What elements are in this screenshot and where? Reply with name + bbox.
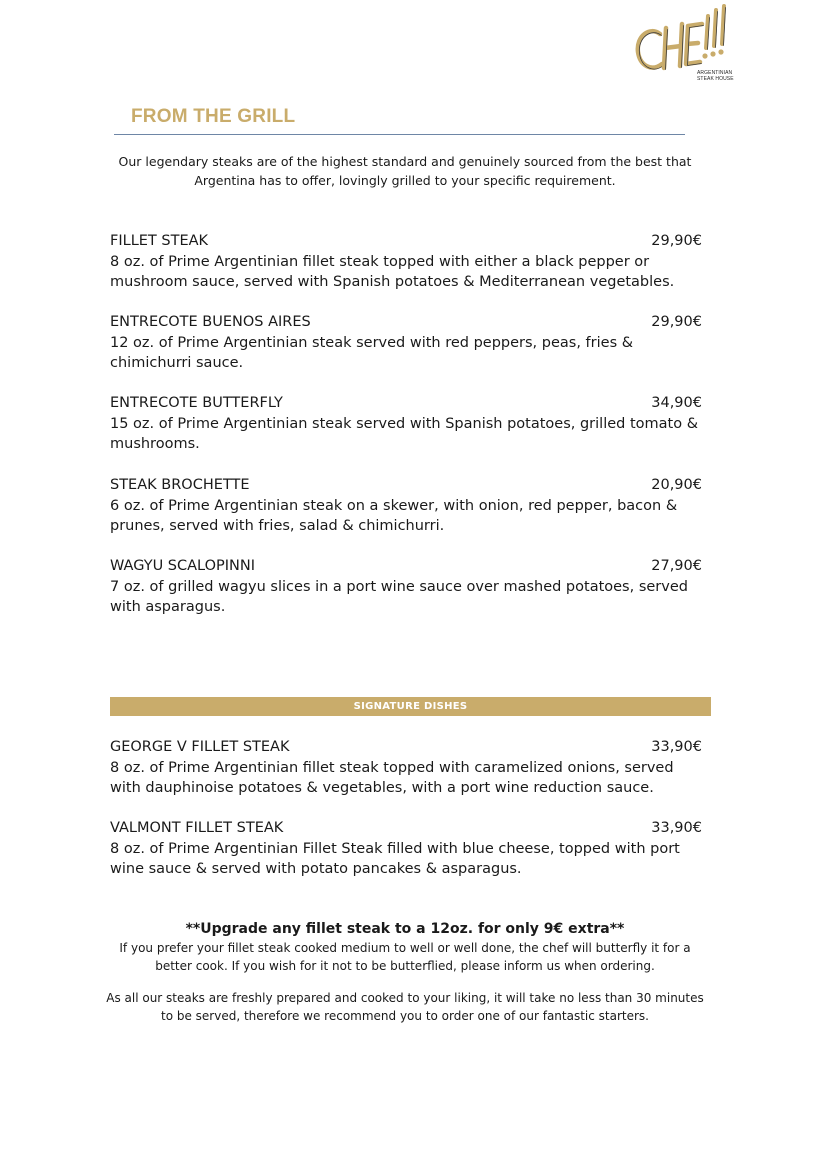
- item-name: ENTRECOTE BUENOS AIRES: [110, 314, 311, 330]
- logo-subtitle-line2: STEAK HOUSE: [697, 76, 734, 82]
- item-name: STEAK BROCHETTE: [110, 477, 250, 493]
- item-price: 29,90€: [651, 314, 702, 330]
- item-name: GEORGE V FILLET STEAK: [110, 739, 290, 755]
- menu-item-entrecote-butterfly: [110, 393, 702, 455]
- title-divider: [114, 134, 685, 135]
- item-description: 15 oz. of Prime Argentinian steak served with Spanish potatoes, grilled tomato & mushrooms.: [110, 415, 699, 452]
- menu-item-steak-brochette: [110, 475, 702, 537]
- menu-item-valmont-fillet-steak: [110, 818, 702, 880]
- menu-item-entrecote-buenos-aires: [110, 312, 702, 374]
- item-price: 33,90€: [651, 820, 702, 836]
- item-name: FILLET STEAK: [110, 233, 209, 249]
- item-description: 8 oz. of Prime Argentinian Fillet Steak filled with blue cheese, topped with port wine sauce & served with potato pancakes & asparagus.: [110, 840, 680, 877]
- item-price: 33,90€: [651, 739, 702, 755]
- menu-item-wagyu-scalopinni: [110, 556, 702, 618]
- section-intro: Our legendary steaks are of the highest standard and genuinely sourced from the best that Argentina has to offer, lovingly grilled to your specific requirement.: [118, 154, 692, 188]
- signature-dishes-band: SIGNATURE DISHES: [110, 697, 711, 716]
- menu-item-george-v-fillet-steak: [110, 737, 702, 799]
- logo-subtitle: [697, 70, 734, 82]
- butterfly-note: If you prefer your fillet steak cooked medium to well or well done, the chef will butterfly it for a better cook. If you wish for it not to be butterflied, please inform us when ordering.: [119, 941, 691, 973]
- item-price: 34,90€: [651, 395, 702, 411]
- item-description: 12 oz. of Prime Argentinian steak served with red peppers, peas, fries & chimichurri sauce.: [110, 334, 634, 371]
- item-description: 6 oz. of Prime Argentinian steak on a skewer, with onion, red pepper, bacon & prunes, served with fries, salad & chimichurri.: [110, 497, 678, 534]
- upgrade-offer: **Upgrade any fillet steak to a 12oz. for only 9€ extra**: [185, 921, 625, 937]
- section-title: FROM THE GRILL: [131, 106, 296, 127]
- menu-item-fillet-steak: [110, 231, 702, 293]
- item-price: 27,90€: [651, 558, 702, 574]
- item-description: 8 oz. of Prime Argentinian fillet steak topped with either a black pepper or mushroom sauce, served with Spanish potatoes & Mediterranean vegetables.: [110, 253, 675, 290]
- item-name: WAGYU SCALOPINNI: [110, 558, 256, 574]
- item-price: 20,90€: [651, 477, 702, 493]
- logo-subtitle-line1: ARGENTINIAN: [697, 70, 733, 76]
- item-description: 8 oz. of Prime Argentinian fillet steak topped with caramelized onions, served with dauphinoise potatoes & vegetables, with a port wine reduction sauce.: [110, 759, 674, 796]
- item-name: VALMONT FILLET STEAK: [110, 820, 284, 836]
- item-description: 7 oz. of grilled wagyu slices in a port wine sauce over mashed potatoes, served with asparagus.: [110, 578, 688, 615]
- preparation-time-note: As all our steaks are freshly prepared and cooked to your liking, it will take no less than 30 minutes to be served, therefore we recommend you to order one of our fantastic starters.: [106, 991, 704, 1023]
- item-name: ENTRECOTE BUTTERFLY: [110, 395, 283, 411]
- item-price: 29,90€: [651, 233, 702, 249]
